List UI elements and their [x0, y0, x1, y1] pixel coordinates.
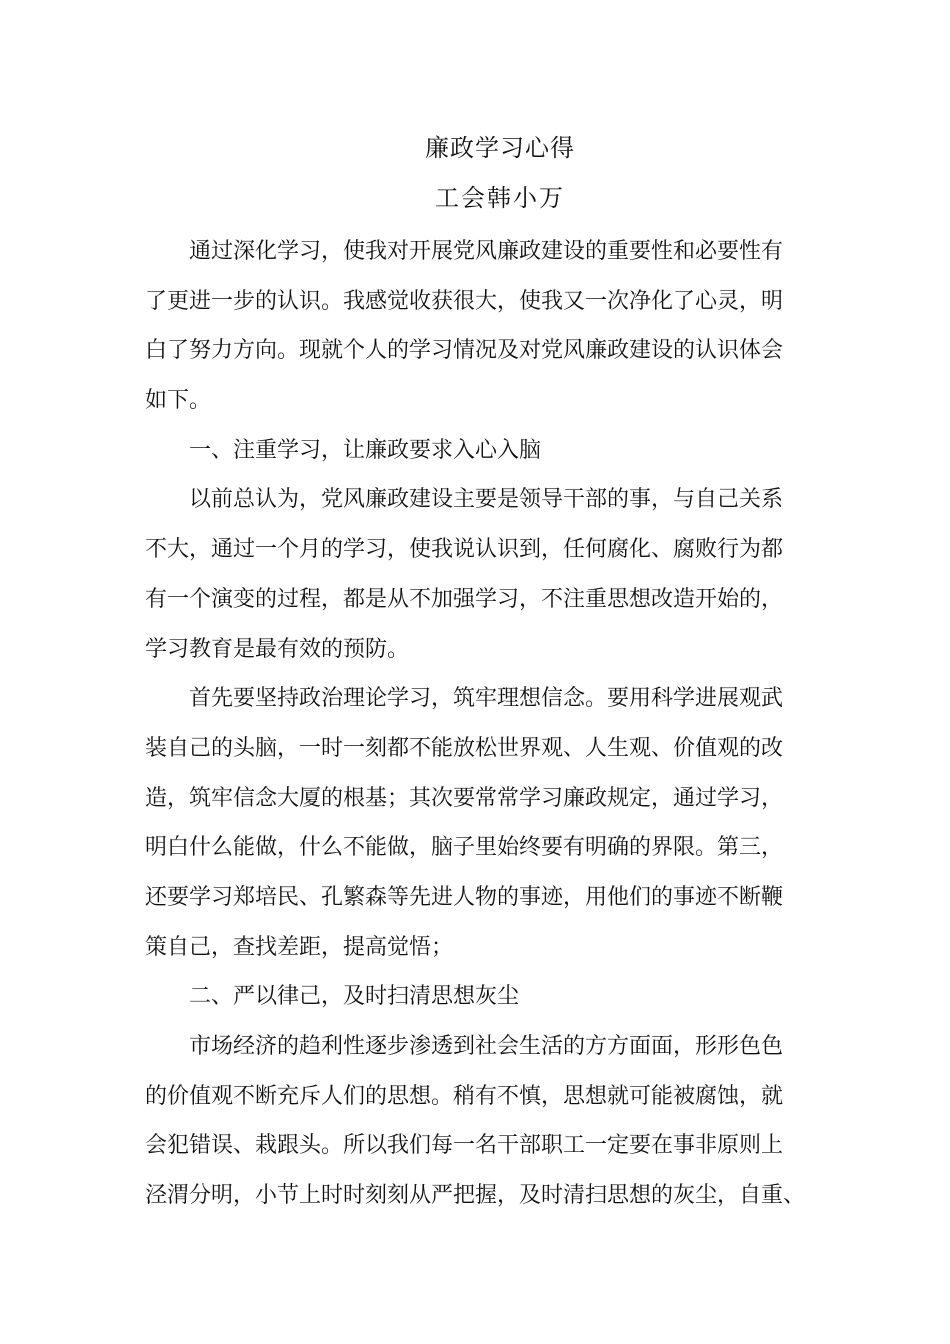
text-line: 不大，通过一个月的学习，使我说认识到，任何腐化、腐败行为都: [145, 537, 784, 563]
text-line: 还要学习郑培民、孔繁森等先进人物的事迹，用他们的事迹不断鞭: [145, 884, 784, 910]
text-line: 市场经济的趋利性逐步渗透到社会生活的方方面面，形形色色: [189, 1034, 784, 1059]
document-title: 廉政学习心得: [425, 134, 575, 162]
text-line: 造，筑牢信念大厦的根基；其次要常常学习廉政规定，通过学习，: [145, 785, 784, 811]
text-line: 了更进一步的认识。我感觉收获很大，使我又一次净化了心灵，明: [145, 288, 784, 314]
text-line: 明白什么能做，什么不能做，脑子里始终要有明确的界限。第三，: [145, 835, 784, 861]
document-body: [145, 227, 806, 1221]
text-line: 如下。: [145, 388, 212, 414]
text-line: 首先要坚持政治理论学习，筑牢理想信念。要用科学进展观武: [189, 686, 784, 712]
text-line: 有一个演变的过程，都是从不加强学习，不注重思想改造开始的，: [145, 586, 784, 612]
text-line: 泾渭分明，小节上时时刻刻从严把握，及时清扫思想的灰尘，自重、: [145, 1183, 806, 1209]
text-line: 二、严以律己，及时扫清思想灰尘: [189, 984, 520, 1010]
text-line: 以前总认为，党风廉政建设主要是领导干部的事，与自己关系: [189, 487, 784, 513]
text-line: 白了努力方向。现就个人的学习情况及对党风廉政建设的认识体会: [145, 338, 784, 364]
text-line: 策自己，查找差距，提高觉悟；: [145, 934, 454, 960]
document-author: 工会韩小万: [435, 184, 565, 212]
text-line: 一、注重学习，让廉政要求入心入脑: [189, 437, 542, 463]
text-line: 通过深化学习，使我对开展党风廉政建设的重要性和必要性有: [189, 239, 784, 264]
text-line: 的价值观不断充斥人们的思想。稍有不慎，思想就可能被腐蚀，就: [145, 1083, 784, 1109]
text-line: 装自己的头脑，一时一刻都不能放松世界观、人生观、价值观的改: [145, 735, 784, 761]
text-line: 会犯错误、栽跟头。所以我们每一名干部职工一定要在事非原则上: [145, 1133, 784, 1159]
text-line: 学习教育是最有效的预防。: [145, 636, 410, 662]
